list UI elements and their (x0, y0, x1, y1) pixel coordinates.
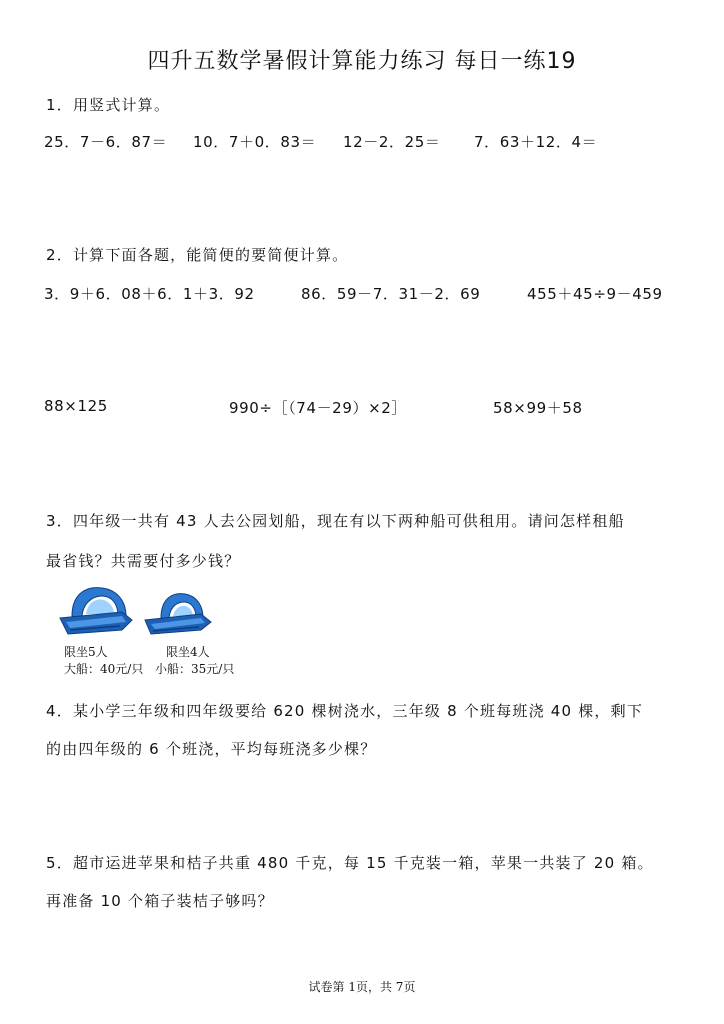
section1-item-2: 10．7＋0．83＝ (193, 133, 317, 151)
section2-heading: 2．计算下面各题，能简便的要简便计算。 (46, 246, 349, 264)
big-boat-image (58, 582, 134, 642)
section5-line-1: 5．超市运进苹果和桔子共重 480 千克，每 15 千克装一箱，苹果一共装了 20 箱。 (46, 854, 654, 872)
section2-row2-item-2: 990÷［（74－29）×2］ (229, 399, 407, 417)
section2-row2-item-3: 58×99＋58 (493, 399, 583, 417)
section3-line-2: 最省钱？共需要付多少钱？ (46, 552, 241, 570)
section2-row1-item-1: 3．9＋6．08＋6．1＋3．92 (44, 285, 255, 303)
section1-item-4: 7．63＋12．4＝ (474, 133, 598, 151)
big-boat-capacity: 限坐5人 (64, 645, 108, 659)
small-boat-image (143, 586, 213, 642)
section2-row1-item-3: 455＋45÷9－459 (527, 285, 663, 303)
section5-line-2: 再准备 10 个箱子装桔子够吗？ (46, 892, 274, 910)
section4-line-2: 的由四年级的 6 个班浇，平均每班浇多少棵？ (46, 740, 377, 758)
section3-line-1: 3．四年级一共有 43 人去公园划船，现在有以下两种船可供租用。请问怎样租船 (46, 512, 625, 530)
big-boat-price: 大船：40元/只 (64, 662, 144, 676)
page-footer: 试卷第 1页，共 7页 (308, 980, 416, 994)
page-title: 四升五数学暑假计算能力练习 每日一练19 (147, 49, 577, 74)
section2-row2-item-1: 88×125 (44, 397, 108, 415)
section4-line-1: 4．某小学三年级和四年级要给 620 棵树浇水，三年级 8 个班每班浇 40 棵，剩下 (46, 702, 644, 720)
boat-icon (143, 586, 213, 642)
boat-icon (58, 582, 134, 642)
section2-row1-item-2: 86．59－7．31－2．69 (301, 285, 481, 303)
small-boat-capacity: 限坐4人 (166, 645, 210, 659)
section1-item-3: 12－2．25＝ (343, 133, 441, 151)
section1-item-1: 25．7－6．87＝ (44, 133, 168, 151)
section1-heading: 1．用竖式计算。 (46, 96, 171, 114)
small-boat-price: 小船：35元/只 (155, 662, 235, 676)
